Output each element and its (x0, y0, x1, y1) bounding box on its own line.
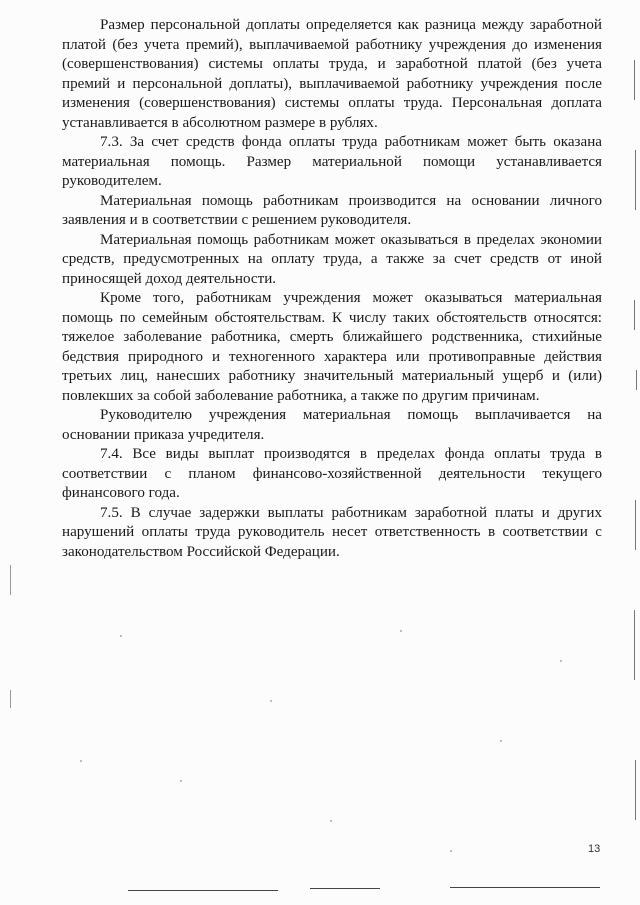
scan-edge-right-7 (635, 760, 636, 820)
scan-rule-bottom-2 (310, 888, 380, 889)
paragraph-family-circumstances: Кроме того, работникам учреждения может оказываться материальная помощь по семейным обстоятельствам. К числу таких обстоятельств относятся: тяжелое заболевание работника, смерть ближайшего родственника, стихийные бедствия природного и техногенного характера или противоправные действия третьих лиц, нанесших работнику значительный материальный ущерб и (или) повлекших за собой заболевание работника, а также по другим причинам. (62, 290, 602, 404)
paragraph-7-4: 7.4. Все виды выплат производятся в пределах фонда оплаты труда в соответствии с планом финансово-хозяйственной деятельности текущего финансового года. (62, 446, 602, 501)
paragraph-7-3: 7.3. За счет средств фонда оплаты труда работникам может быть оказана материальная помощь. Размер материальной помощи устанавливается руководителем. (62, 134, 602, 189)
scan-speck (560, 660, 562, 662)
scan-rule-bottom-1 (128, 890, 278, 891)
paragraph-material-aid-limits: Материальная помощь работникам может оказываться в пределах экономии средств, предусмотренных на оплату труда, а также за счет средств от иной приносящей доход деятельности. (62, 231, 602, 287)
scan-speck (400, 630, 402, 632)
scan-speck (180, 780, 182, 782)
paragraph-personal-allowance: Размер персональной доплаты определяется как разница между заработной платой (без учета премий), выплачиваемой работнику учреждения до изменения (совершенствования) системы оплаты труда, и заработной платой (без учета премий и персональной доплаты), выплачиваемой работнику учреждения после изменения (совершенствования) системы оплаты труда. Персональная доплата устанавливается в абсолютном размере в рублях. (62, 17, 602, 131)
scan-edge-right-6 (634, 610, 635, 680)
scan-speck (120, 635, 122, 637)
scan-speck (80, 760, 82, 762)
scan-edge-left-2 (10, 690, 11, 708)
page-number: 13 (588, 843, 601, 855)
paragraph-7-5: 7.5. В случае задержки выплаты работникам заработной платы и других нарушений оплаты труда руководитель несет ответственность в соответствии с законодательством Российской Федерации. (62, 504, 602, 560)
scan-speck (270, 700, 272, 702)
scan-edge-left-1 (10, 565, 11, 595)
paragraph-material-aid-basis: Материальная помощь работникам производится на основании личного заявления и в соответствии с решением руководителя. (62, 192, 602, 228)
scan-edge-right-5 (635, 500, 636, 550)
scan-speck (330, 820, 332, 822)
scan-edge-right-2 (635, 150, 636, 210)
scan-speck (450, 850, 452, 852)
scan-rule-bottom-3 (450, 887, 600, 888)
scan-speck (500, 740, 502, 742)
document-body (62, 16, 602, 562)
scan-edge-right-3 (634, 300, 635, 330)
paragraph-head-aid: Руководителю учреждения материальная помощь выплачивается на основании приказа учредителя. (62, 407, 602, 443)
scan-edge-right-4 (636, 370, 637, 390)
scan-edge-right-1 (634, 60, 635, 100)
